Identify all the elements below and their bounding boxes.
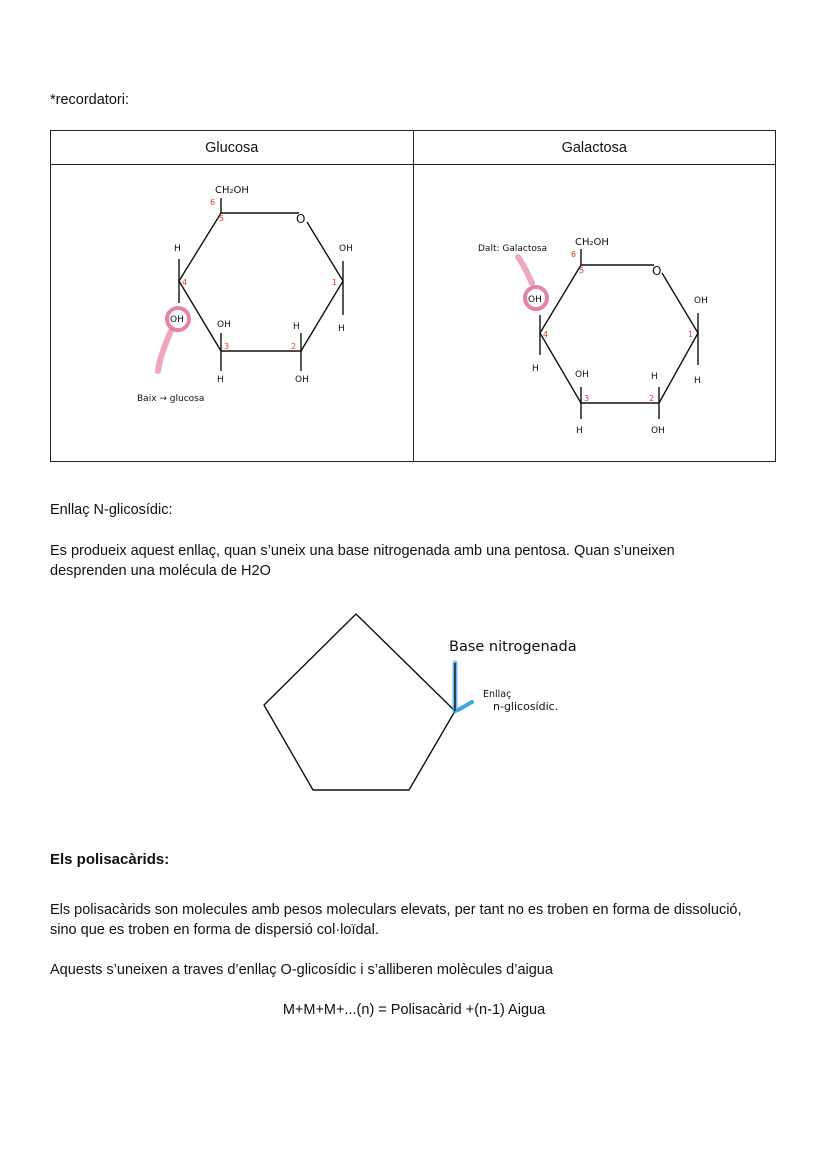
glucosa-c2-oh: OH — [295, 375, 309, 385]
polysaccharides-title: Els polisacàrids: — [50, 851, 170, 868]
pentose-ring — [264, 614, 455, 790]
glucosa-c4-h: H — [174, 244, 181, 254]
glucosa-num-3: 3 — [224, 342, 230, 351]
glucosa-cell — [51, 165, 414, 462]
galactosa-num-3: 3 — [583, 394, 589, 403]
header-galactosa: Galactosa — [413, 131, 776, 165]
glucosa-num-1: 1 — [332, 278, 338, 287]
polysaccharides-body-2: Aquests s’uneixen a traves d’enllaç O-glicosídic i s’alliberen molècules d’aigua — [50, 962, 553, 978]
sugar-reference-table — [50, 130, 776, 462]
glucosa-note: Baix → glucosa — [137, 394, 205, 404]
base-nitrogenada-label: Base nitrogenada — [449, 639, 577, 655]
pentose-diagram — [255, 605, 595, 805]
glucosa-c4-oh: OH — [170, 315, 184, 325]
glucosa-ring-o: O — [296, 212, 306, 226]
glucosa-num-6: 6 — [210, 198, 216, 207]
galactosa-num-5: 5 — [578, 266, 584, 275]
galactosa-num-4: 4 — [542, 330, 548, 339]
nlink-body: Es produeix aquest enllaç, quan s’uneix una base nitrogenada amb una pentosa. Quan s’uneixen desprenden una molécula de H2O — [50, 543, 675, 579]
polysaccharides-body-1: Els polisacàrids son molecules amb pesos moleculars elevats, per tant no es troben en forma de dissolució, sino que es troben en forma de dispersió col·loïdal. — [50, 902, 742, 938]
reminder-label: *recordatori: — [50, 92, 129, 108]
nlink-label-2: n-glicosídic. — [493, 700, 559, 713]
galactosa-num-2: 2 — [648, 394, 654, 403]
glucosa-num-2: 2 — [291, 342, 297, 351]
glucosa-c3-h: H — [217, 375, 224, 385]
galactosa-c1-h: H — [693, 376, 701, 386]
galactosa-num-6: 6 — [570, 250, 576, 259]
galactosa-structure — [414, 165, 776, 461]
galactosa-c1-oh: OH — [693, 296, 708, 306]
glucosa-c1-h: H — [338, 324, 345, 334]
galactosa-c4-oh: OH — [527, 295, 542, 305]
glucosa-c1-oh: OH — [339, 244, 353, 254]
galactosa-num-1: 1 — [687, 330, 693, 339]
glucosa-num-4: 4 — [182, 278, 188, 287]
galactosa-cell — [413, 165, 776, 462]
galactosa-c4-h: H — [531, 364, 539, 374]
glucosa-c3-oh: OH — [217, 320, 231, 330]
galactosa-c2-h: H — [650, 372, 658, 382]
galactosa-c3-oh: OH — [574, 370, 589, 380]
glucosa-structure — [51, 165, 413, 461]
galactosa-note: Dalt: Galactosa — [477, 244, 547, 254]
polysaccharide-equation: M+M+M+...(n) = Polisacàrid +(n-1) Aigua — [282, 1002, 546, 1018]
galactosa-ring-o: O — [651, 264, 661, 278]
nlink-title: Enllaç N-glicosídic: — [50, 502, 173, 518]
glucosa-num-5: 5 — [219, 214, 225, 223]
header-glucosa: Glucosa — [51, 131, 414, 165]
galactosa-c3-h: H — [575, 426, 583, 436]
glucosa-ch2oh: CH₂OH — [215, 185, 249, 196]
nlink-label-1: Enllaç — [483, 689, 512, 700]
galactosa-c2-oh: OH — [650, 426, 665, 436]
nlink-arrow — [458, 702, 472, 710]
glucosa-c2-h: H — [293, 322, 300, 332]
galactosa-ch2oh: CH₂OH — [574, 237, 609, 248]
